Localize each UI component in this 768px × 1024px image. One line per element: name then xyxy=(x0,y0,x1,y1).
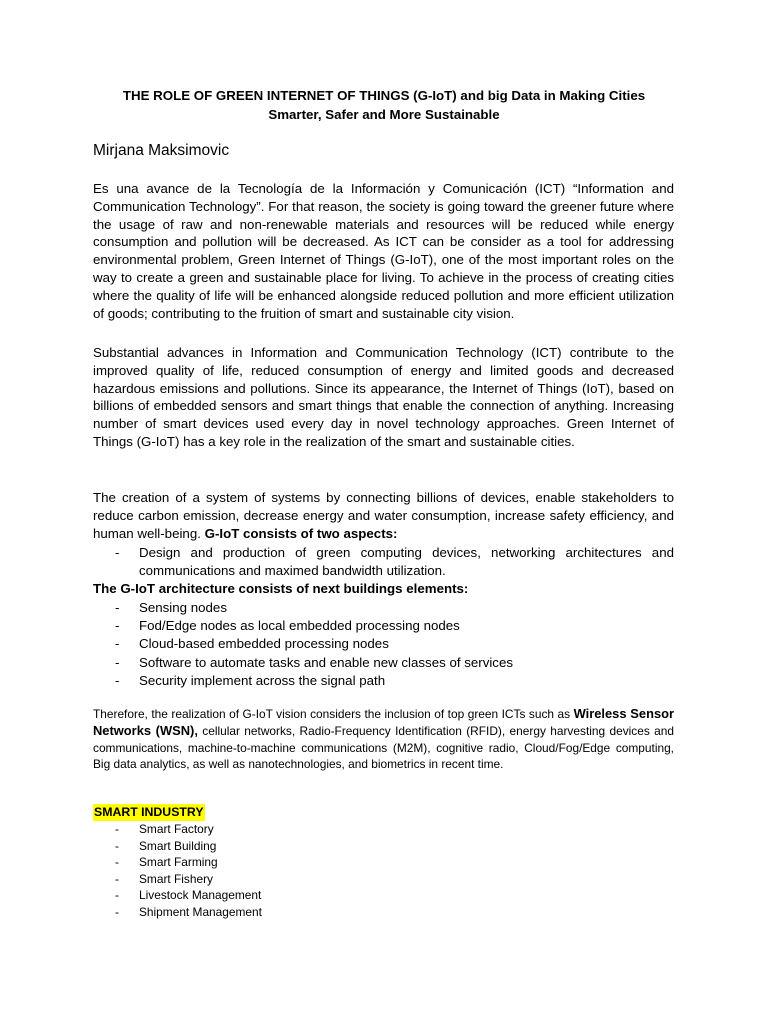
list-item-text: Smart Building xyxy=(139,838,217,853)
dash-marker: - xyxy=(115,600,120,615)
dash-marker: - xyxy=(115,888,119,902)
list-item-text: Cloud-based embedded processing nodes xyxy=(139,636,389,652)
green-icts-text-after: cellular networks, Radio-Frequency Identification (RFID), energy harvesting devices and communications, machine-to-machine communications (M2M), cognitive radio, Cloud/Fog/Edge computing, Big data analytics, as well as nanotechnologies, and biometrics in recent time. xyxy=(93,723,674,772)
list-item-text: Software to automate tasks and enable new classes of services xyxy=(139,654,513,670)
list-item-text: Smart Factory xyxy=(139,822,214,836)
smart-industry-heading: SMART INDUSTRY xyxy=(94,805,204,819)
dash-marker: - xyxy=(115,636,120,652)
dash-marker: - xyxy=(115,654,120,670)
list-item-text: Smart Fishery xyxy=(139,871,213,886)
list-item xyxy=(93,871,493,888)
creation-paragraph xyxy=(93,489,674,542)
wsn-term: Wireless Sensor Networks (WSN), xyxy=(93,706,674,738)
green-icts-paragraph xyxy=(93,706,674,773)
list-item xyxy=(93,544,674,580)
dash-marker: - xyxy=(115,855,119,869)
list-item-text: Shipment Management xyxy=(139,904,262,919)
list-item-text: Design and production of green computing devices, networking architectures and communications and maximed bandwidth utilization. xyxy=(139,545,674,579)
list-item xyxy=(93,821,493,838)
advances-paragraph: Substantial advances in Information and Communication Technology (ICT) contribute to the improved quality of life, reduced consumption of energy and limited goods and decreased hazardous emissions and pollutions. Since its appearance, the Internet of Things (IoT), based on billions of embedded sensors and smart things that enable the connection of anything. Increasing number of smart devices used every day in novel technology approaches. Green Internet of Things (G-IoT) has a key role in the realization of the smart and sustainable cities. xyxy=(93,345,674,449)
dash-marker: - xyxy=(115,672,120,688)
aspects-list xyxy=(93,544,674,580)
intro-paragraph: Es una avance de la Tecnología de la Información y Comunicación (ICT) “Information and Communication Technology”. For that reason, the society is going toward the greener future where the usage of raw and non-renewable materials and resources will be reduced while energy consumption and pollution will be decreased. As ICT can be consider as a tool for addressing environmental problem, Green Internet of Things (G-IoT), one of the most important roles on the way to create a green and sustainable place for living. To achieve in the process of creating cities where the quality of life will be enhanced alongside reduced pollution and more efficient utilization of goods; contributing to the fruition of smart and sustainable city vision. xyxy=(93,181,674,321)
smart-industry-list xyxy=(93,821,493,920)
architecture-heading: The G-IoT architecture consists of next buildings elements: xyxy=(93,581,469,596)
list-item xyxy=(93,654,674,672)
architecture-list xyxy=(93,599,674,690)
list-item xyxy=(93,635,674,653)
dash-marker: - xyxy=(115,838,119,853)
list-item xyxy=(93,599,674,617)
title-line-2: Smarter, Safer and More Sustainable xyxy=(268,107,500,122)
dash-marker: - xyxy=(115,871,119,886)
dash-marker: - xyxy=(115,904,119,919)
list-item xyxy=(93,617,674,635)
author-name: Mirjana Maksimovic xyxy=(93,142,230,159)
list-item-text: Smart Farming xyxy=(139,855,218,869)
dash-marker: - xyxy=(115,822,119,836)
list-item-text: Sensing nodes xyxy=(139,600,227,615)
list-item xyxy=(93,672,674,690)
list-item-text: Livestock Management xyxy=(139,888,262,902)
creation-paragraph-text: The creation of a system of systems by connecting billions of devices, enable stakeholders to reduce carbon emission, decrease energy and water consumption, increase safety efficiency, and human well-being. xyxy=(93,490,674,541)
list-item xyxy=(93,887,493,904)
title-line-1: THE ROLE OF GREEN INTERNET OF THINGS (G-IoT) and big Data in Making Cities xyxy=(122,88,646,103)
list-item xyxy=(93,904,493,921)
aspects-heading: G-IoT consists of two aspects: xyxy=(204,525,398,541)
list-item xyxy=(93,854,493,871)
list-item xyxy=(93,838,493,855)
green-icts-text-before: Therefore, the realization of G-IoT vision considers the inclusion of top green ICTs such as xyxy=(93,707,571,721)
dash-marker: - xyxy=(115,618,120,634)
list-item-text: Security implement across the signal path xyxy=(139,672,386,688)
list-item-text: Fod/Edge nodes as local embedded processing nodes xyxy=(139,618,460,634)
document-title xyxy=(80,86,688,124)
dash-marker: - xyxy=(115,545,120,560)
